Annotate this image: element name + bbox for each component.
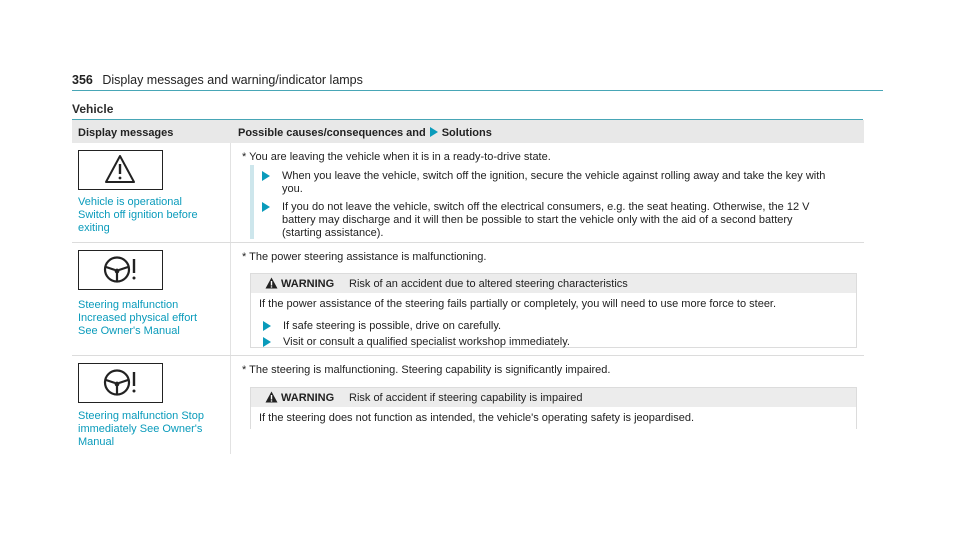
warning-header — [251, 274, 856, 293]
arrow-right-icon — [430, 127, 438, 137]
table-header — [72, 120, 864, 143]
warning-triangle-icon — [78, 150, 163, 190]
page-number: 356 — [72, 73, 93, 87]
display-message: Steering malfunction Increased physical effort See Owner's Manual — [78, 299, 198, 337]
warning-triangle-icon — [265, 391, 278, 403]
cause-text: * The steering is malfunctioning. Steering capability is significantly impaired. — [242, 364, 611, 376]
table-row — [72, 243, 864, 356]
page-title: Display messages and warning/indicator lamps — [102, 73, 363, 87]
arrow-right-icon — [263, 337, 271, 347]
steering-wheel-warning-icon — [78, 363, 163, 403]
col-display-messages: Display messages — [78, 127, 174, 139]
display-message: Steering malfunction Stop immediately See Owner's Manual — [78, 410, 204, 448]
section-title: Vehicle — [72, 102, 114, 116]
warning-label: WARNING — [281, 392, 335, 404]
table-row — [72, 356, 864, 454]
cause-text: * You are leaving the vehicle when it is in a ready-to-drive state. — [242, 151, 551, 163]
warning-header — [251, 388, 856, 407]
col-solutions-label: Solutions — [441, 127, 492, 139]
solution-bar — [250, 165, 254, 239]
warning-box: WARNING Risk of an accident due to altered steering characteristics If the power assistance of the steering fails partially or completely, you will need to use more force to steer. If safe steering is possible, drive on carefully. Visit or consult a qualified specialist workshop immediately. — [250, 273, 857, 348]
arrow-right-icon — [262, 171, 270, 181]
header-rule — [72, 90, 883, 91]
arrow-right-icon — [262, 202, 270, 212]
cause-text: * The power steering assistance is malfunctioning. — [242, 251, 487, 263]
col-causes-label: Possible causes/consequences and — [238, 127, 426, 139]
warning-label: WARNING — [281, 278, 335, 290]
display-messages-table — [72, 120, 864, 454]
warning-body: If the power assistance of the steering fails partially or completely, you will need to use more force to steer. — [259, 298, 777, 310]
arrow-right-icon — [263, 321, 271, 331]
table-row: Vehicle is operational Switch off ignition before exiting * You are leaving the vehicle when it is in a ready-to-drive state. When you leave the vehicle, switch off the ignition, secure the vehicle against rolling away and take the key with you. If you do not leave the vehicle, switch off the electrical consumers, e.g. the seat heating. Otherwise, the 12 V battery may discharge and it will then be possible to start the vehicle only with the aid of a second battery (starting assistance). — [72, 143, 864, 243]
steering-wheel-warning-icon — [78, 250, 163, 290]
warning-body: If the steering does not function as intended, the vehicle's operating safety is jeopardised. — [259, 412, 695, 424]
warning-box — [250, 387, 857, 429]
display-message: Vehicle is operational Switch off ignition before exiting — [78, 196, 198, 234]
page-header — [72, 73, 363, 87]
warning-title: Risk of accident if steering capability is impaired — [349, 392, 583, 404]
col-causes-solutions — [238, 127, 492, 139]
warning-title: Risk of an accident due to altered steering characteristics — [349, 278, 628, 290]
warning-triangle-icon — [265, 277, 278, 289]
